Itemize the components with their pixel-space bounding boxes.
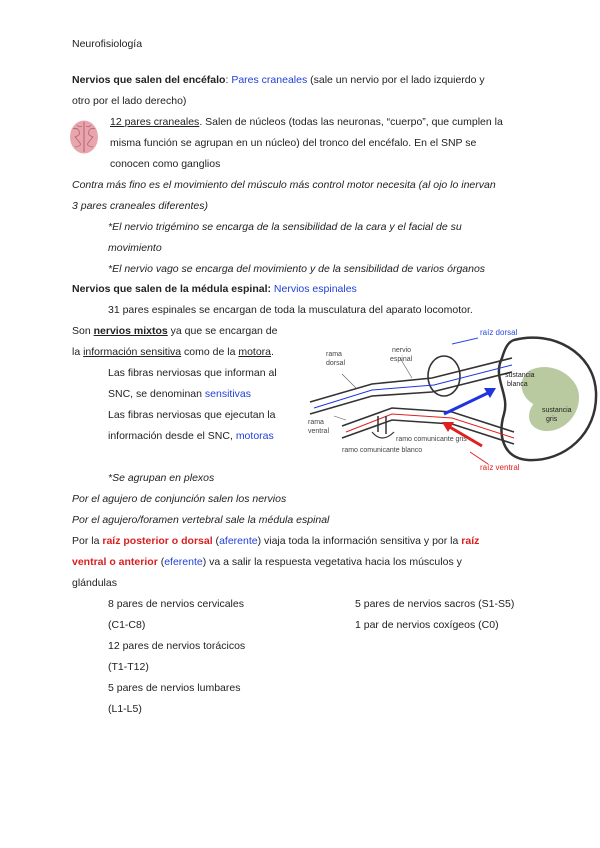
raiz-line-1: Por la raíz posterior o dorsal (aferente) viaja toda la información sensitiva y por la raíz [72, 535, 480, 547]
pares-line-1: 12 pares craneales. Salen de núcleos (todas las neuronas, “cuerpo”, que cumplen la [110, 116, 503, 128]
label-nervio-2: espinal [390, 356, 413, 363]
raiz-line-2: ventral o anterior (eferente) va a salir la respuesta vegetativa hacia los músculos y [72, 556, 462, 568]
pairs-right-1: 1 par de nervios coxígeos (C0) [355, 619, 499, 631]
nervios-mixtos: nervios mixtos [93, 325, 168, 337]
label-nervio-1: nervio [392, 347, 412, 354]
raiz-posterior: raíz posterior o dorsal [102, 535, 213, 547]
agujero-line-2: Por el agujero/foramen vertebral sale la médula espinal [72, 514, 330, 526]
sensitivas-term: sensitivas [204, 388, 251, 400]
label-ramo-blanco: ramo comunicante blanco [342, 447, 423, 454]
vago-line: *El nervio vago se encarga del movimiento y de la sensibilidad de varios órganos [108, 263, 486, 275]
pares-craneales-link[interactable]: Pares craneales [231, 74, 308, 86]
informacion-sensitiva: información sensitiva [83, 346, 182, 358]
label-raiz-dorsal: raíz dorsal [480, 328, 518, 337]
encefalo-line-1: Nervios que salen del encéfalo: Pares craneales (sale un nervio por el lado izquierdo y [72, 74, 485, 86]
label-rama-dorsal-2: dorsal [326, 360, 346, 367]
pairs-left-5: (L1-L5) [108, 703, 142, 715]
mixtos-line: Son nervios mixtos ya que se encargan de [72, 325, 278, 337]
spinal-nerve-diagram [302, 322, 600, 474]
raiz-ventral: ventral o anterior [72, 556, 158, 568]
plexos-line: *Se agrupan en plexos [108, 472, 215, 484]
motora: motora [238, 346, 272, 358]
pairs-left-3: (T1-T12) [108, 661, 149, 673]
brain-image [68, 119, 100, 155]
nervios-espinales-link[interactable]: Nervios espinales [273, 283, 357, 295]
label-raiz-ventral: raíz ventral [480, 463, 520, 472]
sensitivas-line-1: Las fibras nerviosas que informan al [108, 367, 277, 379]
label-sustancia-blanca-2: blanca [507, 381, 528, 388]
motoras-term: motoras [235, 430, 274, 442]
pares-espinales-line: 31 pares espinales se encargan de toda la musculatura del aparato locomotor. [108, 304, 473, 316]
pares-line-3: conocen como ganglios [110, 158, 221, 170]
pairs-left-0: 8 pares de nervios cervicales [108, 598, 244, 610]
label-sustancia-gris-2: gris [546, 416, 558, 423]
medula-heading: Nervios que salen de la médula espinal: [72, 283, 271, 295]
label-sustancia-blanca-1: sustancia [505, 372, 535, 379]
pares-line-2: misma función se agrupan en un núcleo) del tronco del encéfalo. En el SNP se [110, 137, 477, 149]
aferente-term: aferente [219, 535, 258, 547]
pairs-left-1: (C1-C8) [108, 619, 146, 631]
sensitivas-line-2: SNC, se denominan sensitivas [108, 388, 251, 400]
agujero-line-1: Por el agujero de conjunción salen los nervios [72, 493, 287, 505]
encefalo-line-2: otro por el lado derecho) [72, 95, 187, 107]
italic-line-2: 3 pares craneales diferentes) [72, 200, 208, 212]
raiz-line-3: glándulas [72, 577, 117, 589]
label-sustancia-gris-1: sustancia [542, 407, 572, 414]
motoras-line-2: información desde el SNC, motoras [108, 430, 274, 442]
label-ramo-gris: ramo comunicante gris [396, 436, 467, 443]
italic-line-1: Contra más fino es el movimiento del músculo más control motor necesita (al ojo lo inervan [72, 179, 496, 191]
info-line: la información sensitiva como de la motora. [72, 346, 274, 358]
medula-line [72, 283, 357, 296]
doce-pares-craneales: 12 pares craneales [110, 116, 200, 128]
label-rama-ventral-1: rama [308, 419, 324, 426]
page-title: Neurofisiología [72, 38, 143, 50]
motoras-line-1: Las fibras nerviosas que ejecutan la [108, 409, 276, 421]
pairs-right-0: 5 pares de nervios sacros (S1-S5) [355, 598, 515, 610]
label-rama-ventral-2: ventral [308, 428, 330, 435]
pairs-left-2: 12 pares de nervios torácicos [108, 640, 246, 652]
encefalo-heading: Nervios que salen del encéfalo [72, 74, 226, 86]
eferente-term: eferente [164, 556, 203, 568]
pairs-left-4: 5 pares de nervios lumbares [108, 682, 241, 694]
trigemino-line-1: *El nervio trigémino se encarga de la sensibilidad de la cara y el facial de su [108, 221, 462, 233]
label-rama-dorsal-1: rama [326, 351, 342, 358]
trigemino-line-2: movimiento [108, 242, 162, 254]
